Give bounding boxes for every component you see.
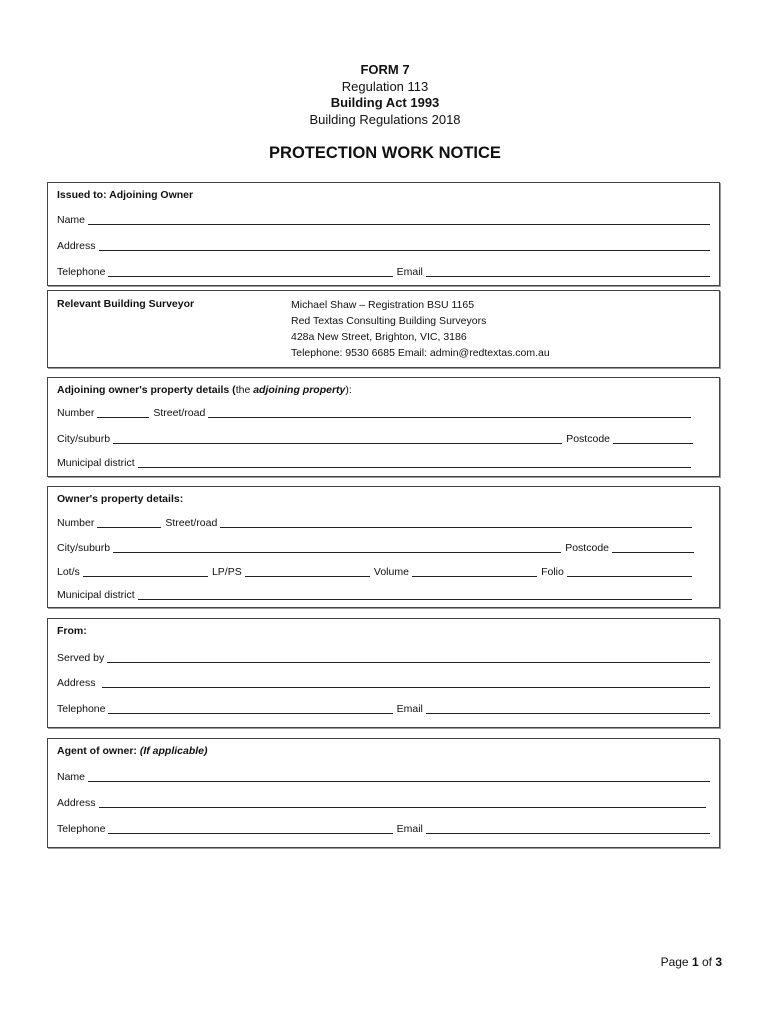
owner-municipal-label: Municipal district xyxy=(57,589,135,601)
folio-field[interactable] xyxy=(567,576,692,577)
folio-label: Folio xyxy=(541,566,564,578)
regulations: Building Regulations 2018 xyxy=(309,112,461,127)
agent-telephone-field[interactable] xyxy=(108,833,392,834)
issued-to-section xyxy=(47,182,720,286)
owner-number-label: Number xyxy=(57,517,95,529)
served-by-label: Served by xyxy=(57,652,105,664)
telephone-field[interactable] xyxy=(108,276,392,277)
owner-street-field[interactable] xyxy=(220,527,692,528)
lots-field[interactable] xyxy=(83,576,208,577)
agent-address-field[interactable] xyxy=(99,807,706,808)
from-address-label: Address xyxy=(57,677,96,689)
postcode-label: Postcode xyxy=(566,433,610,445)
page-title: PROTECTION WORK NOTICE xyxy=(269,144,501,162)
adjoining-heading: Adjoining owner's property details (the adjoining property): xyxy=(57,384,352,396)
agent-telephone-label: Telephone xyxy=(57,823,106,835)
form-number: FORM 7 xyxy=(360,62,410,77)
agent-name-label: Name xyxy=(57,771,86,783)
municipal-field[interactable] xyxy=(138,467,691,468)
page-number: Page 1 of 3 xyxy=(660,955,722,969)
name-field[interactable] xyxy=(88,224,710,225)
surveyor-section xyxy=(47,290,720,368)
owner-property-section xyxy=(47,486,720,608)
volume-field[interactable] xyxy=(412,576,537,577)
name-label: Name xyxy=(57,214,86,226)
regulation: Regulation 113 xyxy=(341,79,429,94)
agent-section xyxy=(47,738,720,848)
owner-number-field[interactable] xyxy=(97,527,161,528)
city-field[interactable] xyxy=(113,443,562,444)
surveyor-contact: Telephone: 9530 6685 Email: admin@redtextas.com.au xyxy=(291,347,550,359)
surveyor-address: 428a New Street, Brighton, VIC, 3186 xyxy=(291,331,467,343)
number-label: Number xyxy=(57,407,95,419)
from-telephone-field[interactable] xyxy=(108,713,392,714)
lpps-field[interactable] xyxy=(245,576,370,577)
agent-email-field[interactable] xyxy=(426,833,710,834)
municipal-label: Municipal district xyxy=(57,457,135,469)
agent-name-field[interactable] xyxy=(88,781,710,782)
from-email-label: Email xyxy=(396,703,423,715)
owner-heading: Owner's property details: xyxy=(57,493,184,505)
owner-city-field[interactable] xyxy=(113,552,561,553)
surveyor-name: Michael Shaw – Registration BSU 1165 xyxy=(291,299,475,311)
email-label: Email xyxy=(396,266,423,278)
street-label: Street/road xyxy=(153,407,206,419)
served-by-field[interactable] xyxy=(107,662,710,663)
act: Building Act 1993 xyxy=(330,95,440,110)
owner-municipal-field[interactable] xyxy=(138,599,692,600)
owner-city-label: City/suburb xyxy=(57,542,111,554)
address-label: Address xyxy=(57,240,96,252)
from-telephone-label: Telephone xyxy=(57,703,106,715)
agent-email-label: Email xyxy=(396,823,423,835)
owner-street-label: Street/road xyxy=(165,517,218,529)
street-field[interactable] xyxy=(208,417,691,418)
city-label: City/suburb xyxy=(57,433,111,445)
from-email-field[interactable] xyxy=(426,713,710,714)
postcode-field[interactable] xyxy=(613,443,693,444)
agent-heading: Agent of owner: (If applicable) xyxy=(57,745,208,757)
issued-to-heading: Issued to: Adjoining Owner xyxy=(57,189,194,201)
agent-address-label: Address xyxy=(57,797,96,809)
from-address-field[interactable] xyxy=(102,687,710,688)
number-field[interactable] xyxy=(97,417,149,418)
lpps-label: LP/PS xyxy=(211,566,242,578)
adjoining-property-section xyxy=(47,377,720,477)
volume-label: Volume xyxy=(373,566,409,578)
surveyor-company: Red Textas Consulting Building Surveyors xyxy=(291,315,487,327)
address-field[interactable] xyxy=(99,250,710,251)
from-section xyxy=(47,618,720,728)
owner-postcode-field[interactable] xyxy=(612,552,694,553)
surveyor-heading: Relevant Building Surveyor xyxy=(57,298,195,310)
telephone-label: Telephone xyxy=(57,266,106,278)
lots-label: Lot/s xyxy=(57,566,80,578)
owner-postcode-label: Postcode xyxy=(565,542,609,554)
email-field[interactable] xyxy=(426,276,710,277)
from-heading: From: xyxy=(57,625,87,637)
